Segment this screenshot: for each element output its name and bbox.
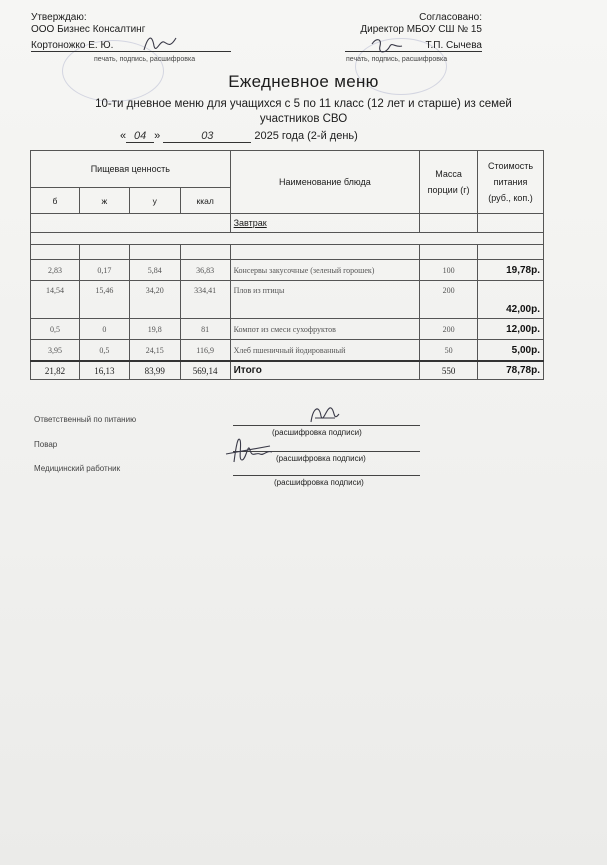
row2-b: 14,54 (31, 281, 80, 319)
cost-header-line-2: питания (493, 177, 528, 187)
section-breakfast-label: Завтрак (233, 218, 267, 228)
cost-header-line-3: (руб., коп.) (488, 193, 533, 203)
row3-mass: 200 (420, 319, 478, 340)
date-month: 03 (163, 130, 251, 143)
sign-caption-3: (расшифровка подписи) (274, 478, 364, 487)
sign-cook-label: Повар (34, 440, 58, 449)
agree-caption: печать, подпись, расшифровка (346, 56, 448, 63)
total-zh: 16,13 (79, 361, 129, 380)
total-mass: 550 (420, 361, 478, 380)
date-line: « 04 » 03 2025 года (2-й день) (120, 130, 358, 142)
table-row (31, 340, 544, 362)
section-breakfast (230, 214, 420, 233)
col-zh-header: ж (79, 188, 129, 214)
sign-caption-2: (расшифровка подписи) (276, 454, 366, 463)
sign-caption-1: (расшифровка подписи) (272, 428, 362, 437)
col-kcal-header: ккал (180, 188, 230, 214)
row4-cost: 5,00р. (478, 340, 544, 362)
row2-mass: 200 (420, 281, 478, 319)
row2-cost: 42,00р. (478, 281, 544, 319)
row3-kcal: 81 (180, 319, 230, 340)
subtitle-line-2: участников СВО (259, 113, 348, 125)
row4-zh: 0,5 (79, 340, 129, 362)
row2-zh: 15,46 (79, 281, 129, 319)
row1-b: 2,83 (31, 260, 80, 281)
mass-header (420, 151, 478, 214)
nutrition-header: Пищевая ценность (31, 151, 231, 188)
total-b: 21,82 (31, 361, 80, 380)
approve-label: Утверждаю: (31, 12, 87, 23)
total-u: 83,99 (129, 361, 180, 380)
row1-u: 5,84 (129, 260, 180, 281)
total-name: Итого (230, 361, 420, 380)
row1-name: Консервы закусочные (зеленый горошек) (230, 260, 420, 281)
agree-org: Директор МБОУ СШ № 15 (360, 24, 482, 35)
row1-kcal: 36,83 (180, 260, 230, 281)
row3-u: 19,8 (129, 319, 180, 340)
row4-kcal: 116,9 (180, 340, 230, 362)
row2-kcal: 334,41 (180, 281, 230, 319)
approve-org: ООО Бизнес Консалтинг (31, 24, 146, 35)
approve-person-name: Кортоножко Е. Ю. (31, 40, 114, 51)
subtitle-line-1: 10-ти дневное меню для учащихся с 5 по 11 класс (12 лет и старше) из семей (95, 98, 512, 110)
page-title: Ежедневное меню (228, 72, 379, 91)
approve-person (31, 40, 231, 52)
row3-b: 0,5 (31, 319, 80, 340)
row3-zh: 0 (79, 319, 129, 340)
approve-caption: печать, подпись, расшифровка (94, 56, 196, 63)
mass-header-line-1: Масса (435, 169, 462, 179)
cost-header-line-1: Стоимость (487, 161, 534, 171)
row4-mass: 50 (420, 340, 478, 362)
date-day: 04 (126, 130, 154, 143)
row1-cost: 19,78р. (478, 260, 544, 281)
name-header: Наименование блюда (230, 151, 420, 214)
row3-cost: 12,00р. (478, 319, 544, 340)
sign-line-3 (233, 475, 420, 476)
row2-u: 34,20 (129, 281, 180, 319)
row4-u: 24,15 (129, 340, 180, 362)
total-cost: 78,78р. (478, 361, 544, 380)
mass-header-line-2: порции (г) (427, 185, 470, 195)
row4-b: 3,95 (31, 340, 80, 362)
row2-name: Плов из птицы (230, 281, 420, 319)
signature-cook (220, 432, 280, 471)
menu-table (30, 150, 544, 380)
table-row (31, 281, 544, 319)
table-row-total (31, 361, 544, 380)
row3-name: Компот из смеси сухофруктов (230, 319, 420, 340)
row4-name: Хлеб пшеничный йодированный (230, 340, 420, 362)
agree-person-name: Т.П. Сычева (425, 40, 482, 51)
cost-header (478, 151, 544, 214)
col-b-header: б (31, 188, 80, 214)
table-row (31, 319, 544, 340)
approve-signature (140, 32, 180, 61)
row1-mass: 100 (420, 260, 478, 281)
col-u-header: у (129, 188, 180, 214)
date-rest: 2025 года (2-й день) (254, 130, 358, 142)
signature-responsible (305, 400, 345, 433)
sign-medic-label: Медицинский работник (34, 464, 121, 473)
total-kcal: 569,14 (180, 361, 230, 380)
row1-zh: 0,17 (79, 260, 129, 281)
agree-label: Согласовано: (419, 12, 482, 23)
agree-signature (366, 34, 406, 63)
table-row (31, 260, 544, 281)
sign-responsible-label: Ответственный по питанию (34, 415, 137, 424)
